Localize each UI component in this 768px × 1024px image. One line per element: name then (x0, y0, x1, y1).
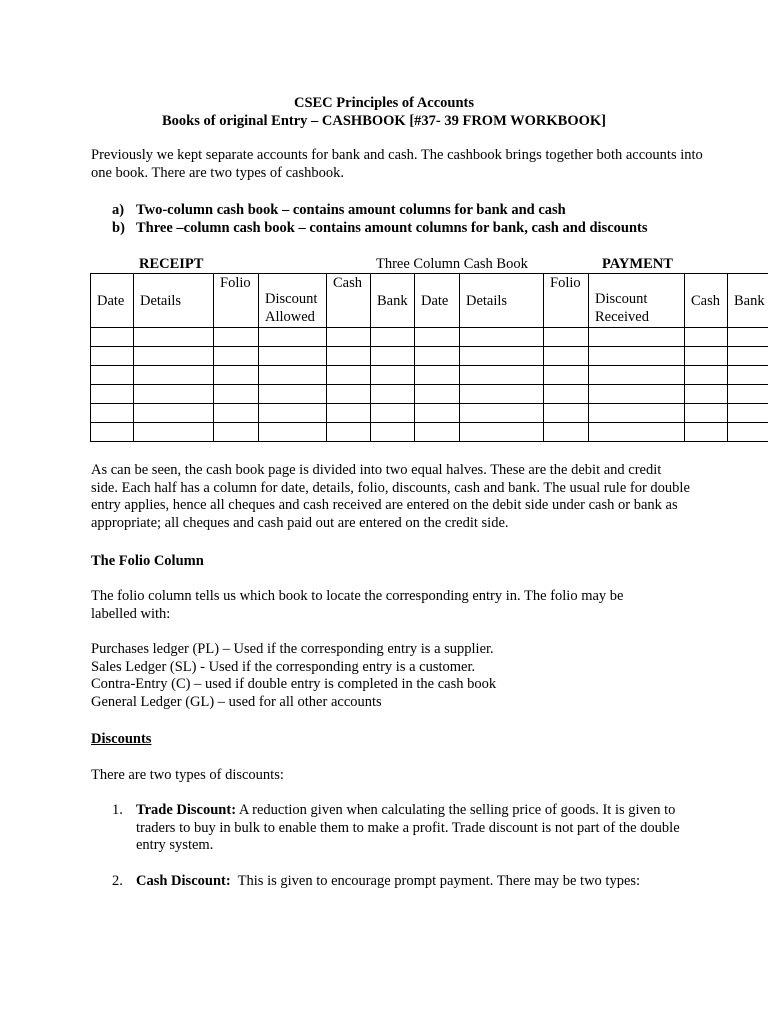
col-details-credit: Details (460, 274, 544, 328)
cash-book-table (90, 273, 768, 442)
list-item: Purchases ledger (PL) – Used if the corresponding entry is a supplier. (91, 641, 494, 657)
table-header-row (91, 274, 768, 328)
list-item: b) Three –column cash book – contains amount columns for bank, cash and discounts (112, 220, 648, 236)
folio-items (91, 641, 711, 711)
folio-paragraph: The folio column tells us which book to locate the corresponding entry in. The folio may be labelled with: (91, 588, 624, 622)
list-item: General Ledger (GL) – used for all other accounts (91, 693, 382, 710)
col-cash: Cash (327, 274, 371, 328)
table-row (91, 423, 768, 442)
list-item: a) Two-column cash book – contains amount columns for bank and cash (112, 202, 566, 218)
discounts-heading: Discounts (91, 731, 152, 747)
cashbook-types-list (112, 201, 648, 237)
discount-type-2: 2. Cash Discount: This is given to encourage prompt payment. There may be two types: (112, 873, 641, 889)
col-folio-credit: Folio (544, 274, 589, 328)
document-title (0, 94, 768, 130)
col-details: Details (134, 274, 214, 328)
list-item: Sales Ledger (SL) - Used if the corresponding entry is a customer. (91, 658, 476, 675)
table-row (91, 366, 768, 385)
table-row (91, 347, 768, 366)
table-row (91, 328, 768, 347)
col-discount-received: Discount Received (589, 274, 685, 328)
table-row (91, 404, 768, 423)
col-cash-credit: Cash (685, 274, 728, 328)
col-discount-allowed: Discount Allowed (259, 274, 327, 328)
title-line-2: Books of original Entry – CASHBOOK [#37- 39 FROM WORKBOOK] (161, 113, 606, 129)
discounts-intro: There are two types of discounts: (91, 767, 284, 783)
receipt-label: RECEIPT (139, 256, 204, 272)
table-row (91, 385, 768, 404)
col-folio: Folio (214, 274, 259, 328)
intro-paragraph: Previously we kept separate accounts for bank and cash. The cashbook brings together both accounts into one book. There are two types of cashbook. (91, 147, 703, 181)
list-item: Contra-Entry (C) – used if double entry is completed in the cash book (91, 676, 497, 692)
col-bank: Bank (371, 274, 415, 328)
payment-label: PAYMENT (602, 256, 673, 272)
discount-type-1: 1. Trade Discount: A reduction given when calculating the selling price of goods. It is given to traders to buy in bulk to enable them to make a profit. Trade discount is not part of the double entry system. (112, 802, 680, 853)
col-bank-credit: Bank (728, 274, 768, 328)
title-line-1: CSEC Principles of Accounts (293, 95, 475, 111)
table-title: Three Column Cash Book (376, 256, 528, 272)
folio-heading: The Folio Column (91, 553, 204, 569)
col-date-credit: Date (415, 274, 460, 328)
explanation-paragraph: As can be seen, the cash book page is divided into two equal halves. These are the debit and credit side. Each half has a column for date, details, folio, discounts, cash and bank. The usual rule for double entry applies, hence all cheques and cash received are entered on the debit side under cash or bank as appropriate; all cheques and cash paid out are entered on the credit side. (91, 462, 690, 531)
col-date: Date (91, 274, 134, 328)
